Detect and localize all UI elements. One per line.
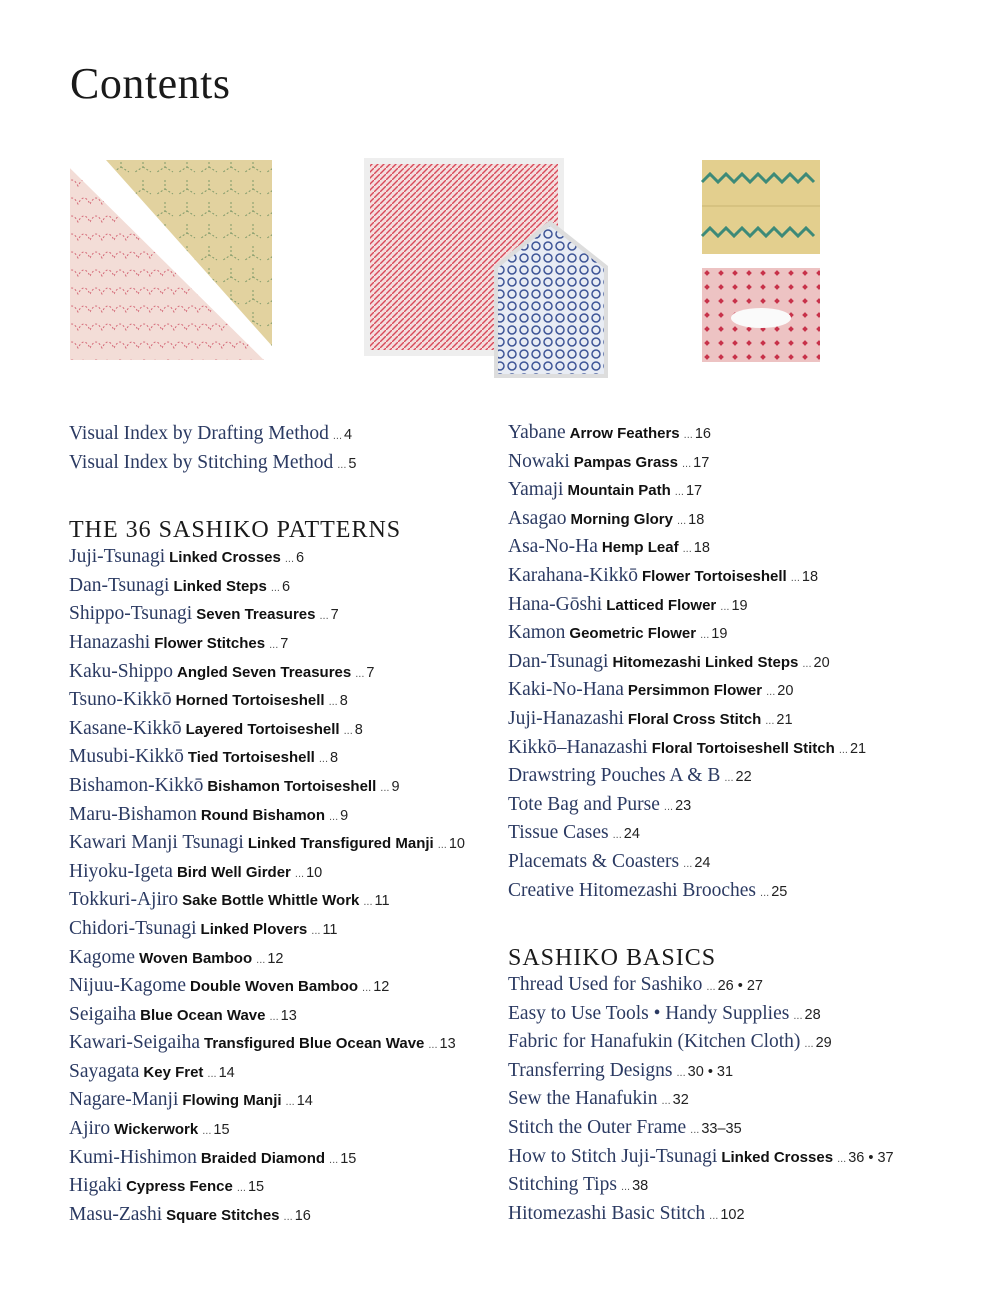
- entry-english: Latticed Flower: [606, 596, 717, 614]
- entry-english: Seven Treasures: [196, 606, 316, 624]
- entry-title: Placemats & Coasters: [508, 850, 680, 872]
- toc-entry[interactable]: [508, 419, 968, 448]
- leader-dots: ...: [319, 610, 329, 623]
- entry-title: Kawari-Seigaiha: [69, 1032, 201, 1054]
- leader-dots: ...: [724, 772, 734, 785]
- leader-dots: ...: [793, 1009, 803, 1022]
- entry-page: 21: [776, 711, 793, 728]
- entry-page: 26 • 27: [717, 978, 763, 995]
- entry-title: Tissue Cases: [508, 822, 609, 844]
- entry-page: 15: [340, 1150, 357, 1167]
- toc-entry[interactable]: [508, 648, 968, 677]
- toc-entry[interactable]: [69, 1029, 499, 1058]
- leader-dots: ...: [802, 657, 812, 670]
- entry-title: Juji-Tsunagi: [69, 546, 166, 568]
- toc-entry[interactable]: [508, 619, 968, 648]
- toc-entry[interactable]: [508, 1000, 968, 1029]
- toc-entry[interactable]: [69, 772, 499, 801]
- entry-english: Arrow Feathers: [569, 425, 680, 442]
- entry-page: 29: [815, 1035, 832, 1052]
- toc-entry[interactable]: [69, 886, 499, 915]
- entry-page: 16: [694, 426, 711, 442]
- entry-english: Cypress Fence: [126, 1178, 233, 1196]
- entry-page: 24: [623, 826, 640, 843]
- entry-page: 28: [804, 1006, 821, 1023]
- entry-page: 30 • 31: [687, 1063, 734, 1080]
- entry-title: Fabric for Hanafukin (Kitchen Cloth): [508, 1031, 801, 1053]
- entry-page: 16: [294, 1207, 311, 1224]
- entry-title: Asagao: [508, 507, 567, 529]
- leader-dots: ...: [202, 1125, 212, 1138]
- leader-dots: ...: [766, 686, 776, 699]
- toc-entry[interactable]: [508, 971, 968, 1000]
- entry-page: 20: [777, 683, 794, 700]
- entry-page: 23: [675, 797, 692, 814]
- toc-entry[interactable]: [69, 829, 499, 858]
- leader-dots: ...: [318, 753, 328, 766]
- leader-dots: ...: [720, 600, 730, 613]
- entry-english: Key Fret: [143, 1063, 204, 1081]
- leader-dots: ...: [337, 458, 347, 471]
- entry-page: 38: [632, 1178, 649, 1195]
- leader-dots: ...: [700, 629, 710, 642]
- entry-page: 8: [339, 693, 348, 710]
- entry-english: Woven Bamboo: [139, 949, 253, 967]
- leader-dots: ...: [765, 714, 775, 727]
- entry-english: Linked Crosses: [169, 549, 281, 567]
- leader-dots: ...: [328, 696, 338, 709]
- entry-title: Hanazashi: [69, 631, 151, 653]
- entry-english: Flowing Manji: [182, 1092, 282, 1110]
- leader-dots: ...: [437, 839, 447, 852]
- entry-title: Kaki-No-Hana: [508, 679, 624, 701]
- entry-page: 24: [694, 854, 711, 871]
- entry-page: 19: [731, 597, 748, 614]
- entry-english: Pampas Grass: [573, 453, 678, 471]
- entry-title: Sew the Hanafukin: [508, 1088, 658, 1110]
- toc-entry[interactable]: [508, 1200, 968, 1229]
- leader-dots: ...: [363, 896, 373, 909]
- entry-title: Sayagata: [69, 1060, 140, 1082]
- toc-entry[interactable]: [508, 1028, 968, 1057]
- entry-title: Tote Bag and Purse: [508, 793, 660, 815]
- toc-left-column: [69, 420, 499, 1229]
- entry-title: Ajiro: [69, 1118, 111, 1140]
- toc-entry[interactable]: [69, 1201, 499, 1230]
- entry-title: Nijuu-Kagome: [69, 975, 186, 997]
- entry-title: Kagome: [69, 946, 136, 968]
- entry-page: 8: [330, 750, 339, 767]
- entry-page: 36 • 37: [848, 1149, 894, 1166]
- entry-title: Easy to Use Tools • Handy Supplies: [508, 1002, 790, 1024]
- entry-page: 18: [693, 540, 710, 557]
- toc-entry[interactable]: [69, 572, 499, 601]
- entry-page: 10: [448, 836, 465, 853]
- toc-entry[interactable]: [508, 505, 968, 534]
- entry-title: Thread Used for Sashiko: [508, 974, 703, 996]
- entry-english: Flower Stitches: [154, 634, 266, 652]
- toc-entry[interactable]: [508, 562, 968, 591]
- toc-entry[interactable]: [508, 819, 968, 848]
- entry-title: Drawstring Pouches A & B: [508, 765, 721, 787]
- entry-page: 9: [391, 778, 400, 795]
- leader-dots: ...: [804, 1038, 814, 1051]
- toc-entry[interactable]: [508, 1085, 968, 1114]
- leader-dots: ...: [355, 667, 365, 680]
- toc-entry[interactable]: [69, 1086, 499, 1115]
- entry-title: Hana-Gōshi: [508, 593, 603, 615]
- leader-dots: ...: [270, 581, 280, 594]
- entry-title: Seigaiha: [69, 1003, 137, 1025]
- entry-page: 33–35: [701, 1121, 742, 1138]
- leader-dots: ...: [256, 953, 266, 966]
- entry-title: Juji-Hanazashi: [508, 707, 624, 729]
- entry-title: Hiyoku-Igeta: [69, 860, 173, 882]
- entry-title: Stitching Tips: [508, 1174, 617, 1196]
- leader-dots: ...: [285, 1096, 295, 1109]
- entry-title: How to Stitch Juji-Tsunagi: [508, 1145, 718, 1167]
- toc-entry[interactable]: [508, 848, 968, 877]
- leader-dots: ...: [362, 982, 372, 995]
- entry-english: Floral Cross Stitch: [627, 710, 762, 728]
- leader-dots: ...: [838, 743, 848, 756]
- toc-entry[interactable]: [508, 476, 968, 505]
- entry-english: Linked Steps: [173, 577, 267, 595]
- leader-dots: ...: [620, 1181, 631, 1194]
- entry-page: 11: [322, 921, 338, 938]
- entry-title: Kikkō–Hanazashi: [508, 736, 648, 758]
- entry-english: Geometric Flower: [569, 625, 697, 643]
- entry-title: Maru-Bishamon: [69, 803, 197, 825]
- leader-dots: ...: [709, 1209, 719, 1222]
- leader-dots: ...: [682, 543, 692, 556]
- entry-title: Kamon: [508, 622, 566, 644]
- leader-dots: ...: [706, 981, 716, 994]
- entry-page: 12: [373, 979, 390, 996]
- entry-title: Asa-No-Ha: [508, 536, 598, 558]
- entry-english: Transfigured Blue Ocean Wave: [204, 1035, 425, 1053]
- leader-dots: ...: [683, 429, 693, 441]
- entry-page: 25: [771, 883, 788, 900]
- entry-english: Hemp Leaf: [601, 539, 679, 557]
- entry-page: 22: [735, 769, 752, 786]
- entry-english: Bishamon Tortoiseshell: [207, 777, 377, 795]
- toc-entry[interactable]: [508, 1057, 968, 1086]
- toc-entry[interactable]: [69, 600, 499, 629]
- entry-title: Kaku-Shippo: [69, 660, 173, 682]
- entry-english: Linked Plovers: [200, 920, 308, 938]
- toc-right-column: [508, 419, 968, 1228]
- entry-page: 7: [366, 664, 375, 681]
- leader-dots: ...: [207, 1067, 217, 1080]
- entry-page: 18: [801, 568, 819, 585]
- entry-english: Bird Well Girder: [176, 863, 291, 881]
- toc-entry[interactable]: [508, 591, 968, 620]
- toc-entry[interactable]: [69, 629, 499, 658]
- leader-dots: ...: [283, 1210, 293, 1223]
- entry-page: 19: [711, 626, 728, 643]
- toc-entry[interactable]: [69, 801, 499, 830]
- entry-title: Dan-Tsunagi: [508, 650, 609, 672]
- entry-page: 5: [348, 455, 357, 472]
- toc-entry[interactable]: [508, 877, 968, 906]
- entry-title: Creative Hitomezashi Brooches: [508, 879, 757, 901]
- toc-entry[interactable]: [69, 743, 499, 772]
- entry-page: 32: [672, 1092, 689, 1109]
- entry-title: Tsuno-Kikkō: [69, 689, 172, 711]
- entry-page: 15: [247, 1179, 265, 1196]
- entry-page: 14: [296, 1093, 313, 1110]
- entry-english: Blue Ocean Wave: [140, 1006, 266, 1024]
- leader-dots: ...: [683, 857, 693, 870]
- entry-english: Double Woven Bamboo: [189, 978, 359, 996]
- entry-page: 8: [354, 721, 363, 738]
- entry-english: Horned Tortoiseshell: [175, 692, 325, 710]
- leader-dots: ...: [790, 571, 800, 584]
- entry-page: 9: [340, 807, 349, 824]
- entry-english: Mountain Path: [567, 482, 671, 500]
- entry-title: Higaki: [69, 1175, 123, 1197]
- entry-title: Nagare-Manji: [69, 1089, 179, 1111]
- toc-entry[interactable]: [69, 449, 499, 478]
- toc-entry[interactable]: [508, 734, 968, 763]
- entry-page: 7: [280, 635, 289, 652]
- entry-title: Kasane-Kikkō: [69, 717, 182, 739]
- section-heading-basics: SASHIKO BASICS: [508, 945, 717, 972]
- entry-page: 18: [688, 511, 705, 528]
- leader-dots: ...: [428, 1039, 438, 1052]
- leader-dots: ...: [343, 724, 353, 737]
- entry-title: Masu-Zashi: [69, 1203, 163, 1225]
- leader-dots: ...: [311, 924, 321, 937]
- leader-dots: ...: [676, 1066, 686, 1079]
- photo-napkins-triangle: [66, 156, 282, 370]
- entry-title: Karahana-Kikkō: [508, 564, 638, 586]
- toc-entry[interactable]: [69, 715, 499, 744]
- entry-page: 10: [306, 864, 323, 881]
- entry-english: Wickerwork: [114, 1121, 199, 1139]
- entry-page: 11: [374, 893, 390, 910]
- entry-title: Hitomezashi Basic Stitch: [508, 1202, 706, 1224]
- leader-dots: ...: [681, 457, 692, 470]
- leader-dots: ...: [676, 514, 687, 527]
- toc-entry[interactable]: [69, 1001, 499, 1030]
- photo-tissue-case-pink: [700, 266, 822, 364]
- entry-english: Morning Glory: [570, 510, 673, 528]
- leader-dots: ...: [269, 1010, 279, 1023]
- entry-english: Flower Tortoiseshell: [641, 567, 787, 585]
- entry-page: 4: [344, 427, 353, 443]
- entry-title: Transferring Designs: [508, 1059, 673, 1081]
- entry-page: 102: [720, 1206, 745, 1223]
- leader-dots: ...: [760, 886, 770, 899]
- entry-english: Braided Diamond: [200, 1149, 326, 1167]
- entry-title: Dan-Tsunagi: [69, 574, 170, 596]
- entry-title: Yamaji: [508, 479, 564, 501]
- entry-title: Kawari Manji Tsunagi: [69, 832, 244, 854]
- toc-entry[interactable]: [69, 658, 499, 687]
- leader-dots: ...: [837, 1152, 847, 1165]
- leader-dots: ...: [690, 1124, 700, 1137]
- entry-title: Visual Index by Drafting Method: [69, 423, 329, 444]
- entry-title: Chidori-Tsunagi: [69, 917, 197, 939]
- entry-title: Stitch the Outer Frame: [508, 1117, 687, 1139]
- entry-english: Persimmon Flower: [627, 682, 763, 700]
- section-heading-patterns: THE 36 SASHIKO PATTERNS: [69, 517, 402, 544]
- entry-title: Bishamon-Kikkō: [69, 774, 204, 796]
- toc-entry[interactable]: [69, 420, 499, 449]
- toc-entry[interactable]: [69, 858, 499, 887]
- toc-entry[interactable]: [508, 705, 968, 734]
- entry-english: Linked Crosses: [721, 1148, 834, 1166]
- toc-entry[interactable]: [69, 686, 499, 715]
- leader-dots: ...: [380, 781, 390, 794]
- entry-english: Floral Tortoiseshell Stitch: [651, 739, 835, 757]
- entry-title: Musubi-Kikkō: [69, 746, 184, 768]
- toc-entry[interactable]: [69, 944, 499, 973]
- leader-dots: ...: [674, 486, 684, 499]
- entry-page: 21: [849, 740, 867, 757]
- entry-page: 6: [296, 550, 305, 567]
- entry-page: 20: [813, 654, 830, 671]
- toc-entry[interactable]: [508, 791, 968, 820]
- entry-title: Tokkuri-Ajiro: [69, 889, 179, 911]
- toc-entry[interactable]: [69, 1172, 499, 1201]
- entry-page: 6: [281, 578, 291, 595]
- photo-hanafukin-red-blue: [362, 156, 614, 384]
- toc-entry[interactable]: [508, 676, 968, 705]
- leader-dots: ...: [612, 829, 622, 842]
- leader-dots: ...: [269, 638, 279, 651]
- entry-page: 13: [439, 1036, 456, 1053]
- entry-page: 15: [213, 1122, 230, 1139]
- entry-title: Yabane: [508, 422, 566, 443]
- entry-page: 13: [280, 1007, 297, 1024]
- entry-page: 14: [218, 1064, 235, 1081]
- toc-entry[interactable]: [69, 1058, 499, 1087]
- entry-page: 17: [685, 483, 703, 500]
- entry-english: Tied Tortoiseshell: [187, 749, 315, 767]
- toc-entry[interactable]: [69, 972, 499, 1001]
- entry-title: Shippo-Tsunagi: [69, 603, 193, 625]
- entry-page: 7: [330, 607, 339, 624]
- entry-english: Angled Seven Treasures: [177, 663, 352, 681]
- leader-dots: ...: [294, 867, 305, 880]
- leader-dots: ...: [284, 553, 295, 566]
- leader-dots: ...: [329, 1153, 339, 1166]
- toc-entry[interactable]: [508, 1143, 968, 1172]
- toc-entry[interactable]: [508, 1171, 968, 1200]
- entry-english: Hitomezashi Linked Steps: [612, 653, 799, 671]
- entry-page: 12: [267, 950, 284, 967]
- toc-entry[interactable]: [508, 1114, 968, 1143]
- entry-english: Round Bishamon: [200, 806, 325, 824]
- toc-entry[interactable]: [508, 448, 968, 477]
- toc-entry[interactable]: [69, 1144, 499, 1173]
- entry-title: Visual Index by Stitching Method: [69, 451, 334, 473]
- entry-english: Sake Bottle Whittle Work: [182, 892, 360, 910]
- toc-entry[interactable]: [69, 543, 499, 572]
- entry-english: Layered Tortoiseshell: [185, 720, 340, 738]
- leader-dots: ...: [332, 430, 343, 442]
- photo-tissue-case-yellow: [700, 158, 822, 256]
- entry-english: Linked Transfigured Manji: [247, 835, 434, 853]
- page-title: Contents: [70, 59, 231, 108]
- toc-entry[interactable]: [508, 762, 968, 791]
- leader-dots: ...: [236, 1182, 246, 1195]
- leader-dots: ...: [661, 1095, 671, 1108]
- toc-entry[interactable]: [69, 915, 499, 944]
- leader-dots: ...: [329, 810, 339, 823]
- entry-page: 17: [693, 454, 710, 471]
- leader-dots: ...: [663, 800, 674, 813]
- toc-entry[interactable]: [69, 1115, 499, 1144]
- entry-title: Nowaki: [508, 450, 570, 472]
- entry-english: Square Stitches: [166, 1206, 280, 1224]
- toc-entry[interactable]: [508, 533, 968, 562]
- entry-title: Kumi-Hishimon: [69, 1146, 197, 1168]
